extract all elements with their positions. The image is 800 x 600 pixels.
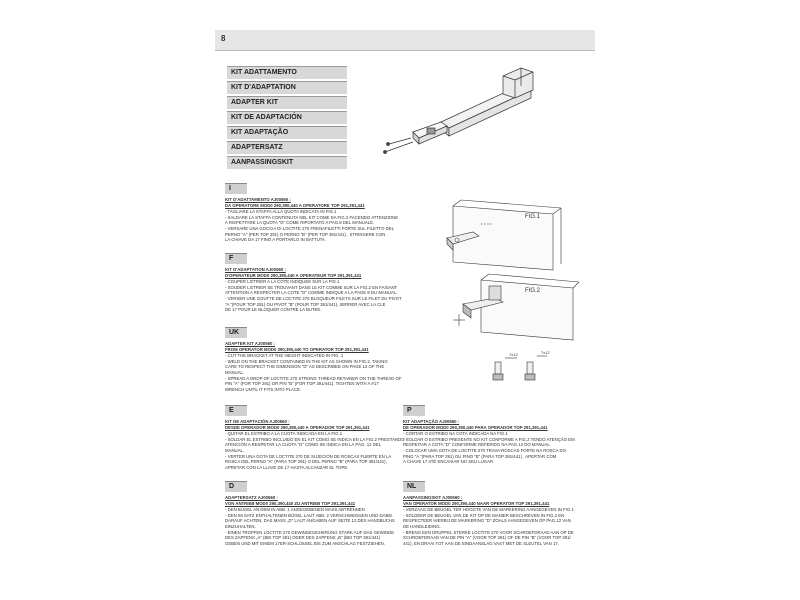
instruction-line: DE 17 POUR LE BLOQUER CONTRE LA BUTEE.	[225, 307, 322, 313]
instruction-line: APRETAR CON LA LLAVE DE 17 HASTA ALCANZAR EL TOPE.	[225, 464, 349, 470]
instruction-line: - SOLDAR EL ESTRIBO INCLUIDO EN EL KIT COMO SE INDICA EN LA FIG.2 PRESTANDO	[225, 436, 405, 442]
section-title: KIT D'ADAPTATION AJ00560 :	[225, 267, 286, 272]
section-fr	[225, 253, 425, 313]
instruction-line: - COLOCAR UMA GOTA DE LOCTITE 270 TRAVA-ROSCAS FORTE NA ROSCA DO	[403, 447, 566, 453]
instruction-line: PINO "A "(PARA TOP 291) OU PINO "B" (PARA TOP 391/441) , APERTAR COM	[403, 453, 557, 459]
title-pt: KIT ADAPTAÇÃO	[227, 126, 347, 139]
instruction-line: - SOLDEER DE BEUGEL VAN DE KIT OP DE MANIER BESCHREVEN IN FIG.2 EN	[403, 512, 565, 518]
instruction-line: "A "(POUR TOP 291) OU PIVOT "B" (POUR TOP 391/441), SERRER AVEC LA CLE	[225, 301, 386, 307]
section-es	[225, 405, 405, 470]
title-en: ADAPTER KIT	[227, 96, 347, 109]
title-nl: AANPASSINGSKIT	[227, 156, 347, 169]
instruction-line: ATENCIÓN A RESPETAR LA CUOTA "D" COMO SE INDICA EN LA PÁG. 12 DEL	[225, 442, 382, 448]
pin-b-dimension: 7x12	[541, 350, 550, 355]
section-subtitle: VON ANTRIEB MOD0 290,390,440 ZU ANTRIEB TOP 291,391,441	[225, 500, 356, 506]
page-header	[215, 30, 595, 51]
section-subtitle: DESDE OPERADOR MOD0 290,390,440 A OPERADOR TOP 291,391,441	[225, 424, 370, 430]
instruction-line: - QUITAR EL ESTRIBO A LA CUOTA INDICADA EN LA FIG.1	[225, 431, 343, 437]
section-de	[225, 481, 405, 546]
section-title: KIT ADAPTAÇÃO AJ00560 :	[403, 419, 460, 424]
instruction-line: RESPECTEER HIERBIJ DE MARKERING "D" ZOALS AANGEGEVEN OP PAG.12 VAN	[403, 518, 571, 524]
title-de: ADAPTERSATZ	[227, 141, 347, 154]
page-number: 8	[221, 34, 226, 43]
technical-drawing	[433, 190, 583, 390]
operator-illustration	[383, 62, 555, 162]
section-subtitle: DA OPERATORE MOD0 290,390,440 A OPERATORE TOP 291,391,441	[225, 202, 365, 208]
manual-page	[215, 0, 595, 600]
instruction-line: MANUAL.	[225, 447, 245, 453]
instruction-line: RESPEITAR A COTA "D" CONFORME REFERIDO NA PAG.12 DO MANUAL.	[403, 442, 551, 448]
instruction-line: LA CHIAVE DA 17 FINO A PORTARLO IN BATTUTA.	[225, 237, 327, 243]
lang-tag-it: I	[225, 183, 247, 194]
instruction-line: PIN "A" (FOR TOP 291) OR PIN "B" (FOR TOP 391/441). TIGHTEN WITH A #17	[225, 381, 379, 387]
instruction-line: - BRENG EEN DRUPPEL STERKE LOCTITE 270 VOOR SCHROEFDRAAD AAN OP DE	[403, 529, 574, 535]
lang-tag-en: UK	[225, 327, 247, 338]
lang-tag-fr: F	[225, 253, 247, 264]
kit-title-list	[227, 66, 347, 171]
instruction-line: A RISPETTARE LA QUOTA "D" COME RIPORTATO A PAG.8 DEL MANUALE.	[225, 220, 375, 226]
instruction-line: - CUT THE BRACKET AT THE HEIGHT INDICATED IN FIG. 1	[225, 353, 344, 359]
instruction-line: ATTENTION A RESPECTER LA COTE "D" COMME INDIQUE A LA PAGE 8 DU MANUAL.	[225, 290, 398, 296]
instruction-line: ROSCA DEL PERNO "A" (PARA TOP 291) O DEL PERNO "B" (PARA TOP 391/441),	[225, 459, 387, 465]
section-title: ADAPTERSATZ AJ00560 :	[225, 495, 278, 500]
instruction-line: - EINEN TROPFEN LOCTITE 270 GEWINDESICHERUNG STARK AUF DAS GEWINDE	[225, 529, 395, 535]
instruction-line: SCHROEFDRAAD VAN DE PIN "A" (VOOR TOP 291) OF DE PIN "B" (VOOR TOP 391/	[403, 535, 571, 541]
section-it	[225, 183, 425, 243]
section-pt	[403, 405, 583, 465]
instruction-line: - TAGLIARE LA STAFFA ALLA QUOTA INDICATA IN FIG.1	[225, 209, 337, 215]
title-fr: KIT D'ADAPTATION	[227, 81, 347, 94]
instruction-line: WRENCH UNTIL IT FITS INTO PLACE.	[225, 386, 302, 392]
instruction-line: - SPREAD A DROP OF LOCTITE 270 STRONG THREAD RETAINER ON THE THREAD OF	[225, 375, 402, 381]
title-es: KIT DE ADAPTACIÓN	[227, 111, 347, 124]
instruction-line: - VERZAAG DE BEUGEL TER HOOGTE VAN DE MARKERING AANGEGEVEN IN FIG.1	[403, 507, 574, 513]
instruction-line: - WELD ON THE BRACKET CONTAINED IN THE KIT AS SHOWN IN FIG.2, TAKING	[225, 358, 388, 364]
instruction-line: - DEN BÜGEL AN DEM IN ABB. 1 ANGEGEBENEN MASS ABTRENNEN	[225, 507, 365, 513]
instruction-line: 441), EN DRAAI TOT AAN DE EINDAANSLAG VAST MET DE SLEUTEL VAN 17.	[403, 540, 559, 546]
instruction-line: - SOLDAR O ESTRIBO PRESENTE NO KIT CONFORME A FIG.2 TENDO ATENÇÃO EM	[403, 436, 575, 442]
instruction-line: DE HANDLEIDING.	[403, 523, 441, 529]
pin-a-dimension: 7x12	[509, 352, 518, 357]
fig1-label: FIG.1	[525, 214, 541, 220]
instruction-line: - VERSARE UNA GOCCIA DI LOCTITE 270 FRENAFILETTI FORTE SUL FILETTO DEL	[225, 225, 394, 231]
instruction-line: EINZUHALTEN.	[225, 523, 256, 529]
instruction-line: - COUPER L'ETRIER A LA COTE INDIQUEE SUR LA FIG.1	[225, 279, 340, 285]
title-it: KIT ADATTAMENTO	[227, 66, 347, 79]
instruction-line: - SOUDER L'ETRIER SE TROUVANT DANS LE KIT COMME SUR LA FIG.2 EN FAISANT	[225, 284, 398, 290]
lang-tag-es: E	[225, 405, 247, 416]
instruction-line: - CORTAR O ESTRIBO NA COTA INDICADA NA FIG.1	[403, 431, 508, 437]
instruction-line: - VERTER UNA GOTA DE LOCTITE 270 DE SUJECIÓN DE ROSCAS FUERTE EN LA	[225, 453, 392, 459]
lang-tag-nl: NL	[403, 481, 425, 492]
section-title: ADAPTER KIT AJ00560 :	[225, 341, 275, 346]
section-subtitle: VAN OPERATOR MOD0 290,390,440 NAAR OPERATOR TOP 291,391,441	[403, 500, 550, 506]
fig2-label: FIG.2	[525, 288, 541, 294]
instruction-line: - DEN IM SATZ ENTHALTENEN BÜGEL LAUT ABB. 2 VERSCHWEISSEN UND DABEI	[225, 512, 393, 518]
instruction-line: DES ZAPFENS „A" (BEI TOP 291) ODER DES ZAPFENS „B" (BEI TOP 391/441)	[225, 535, 381, 541]
section-subtitle: DE OPERADOR MOD0 290,390,440 PARA OPERADOR TOP 291,391,441	[403, 424, 548, 430]
section-title: KIT D'ADATTAMENTO AJ00560 :	[225, 197, 291, 202]
instruction-line: DARAUF ACHTEN, DAS MASS „D" LAUT ANGABEN AUF SEITE 12 DES HANDBUCHS	[225, 518, 395, 524]
section-title: KIT DE ADAPTACIÓN AJ00560 :	[225, 419, 290, 424]
instruction-line: A CHAVE 17 ATÉ ENCAIXAR NO SEU LUGAR.	[403, 459, 495, 465]
instruction-line: GEBEN UND MIT EINEM 17ER-SCHLÜSSEL BIS ZUM ANSCHLAG FESTZIEHEN.	[225, 540, 385, 546]
section-subtitle: FROM OPERATOR MOD0 290,390,440 TO OPERATOR TOP 291,391,441	[225, 346, 369, 352]
lang-tag-pt: P	[403, 405, 425, 416]
section-nl	[403, 481, 583, 546]
instruction-line: CARE TO RESPECT THE DIMENSION "D" AS DESCRIBED ON PAGE 12 OF THE	[225, 364, 385, 370]
section-en	[225, 327, 445, 392]
section-title: AANPASSINGSKIT AJ00560 :	[403, 495, 463, 500]
instruction-line: MANUAL.	[225, 369, 245, 375]
section-subtitle: D'OPERATEUR MOD0 290,390,440 A OPERATEUR TOP 291,391,441	[225, 272, 362, 278]
instruction-line: PERNO "A" (PER TOP 291) O PERNO "B" (PER TOP 391/441) , STRINGERE CON	[225, 231, 386, 237]
lang-tag-de: D	[225, 481, 247, 492]
instruction-line: - VERSER UNE GOUTTE DE LOCTITE 270 BLOQUEUR FILETS SUR LE FILET DU PIVOT	[225, 295, 402, 301]
instruction-line: - SALDARE LA STAFFA CONTENUTA NEL KIT COME DA FIG.2 FACENDO ATTENZIONE	[225, 214, 399, 220]
